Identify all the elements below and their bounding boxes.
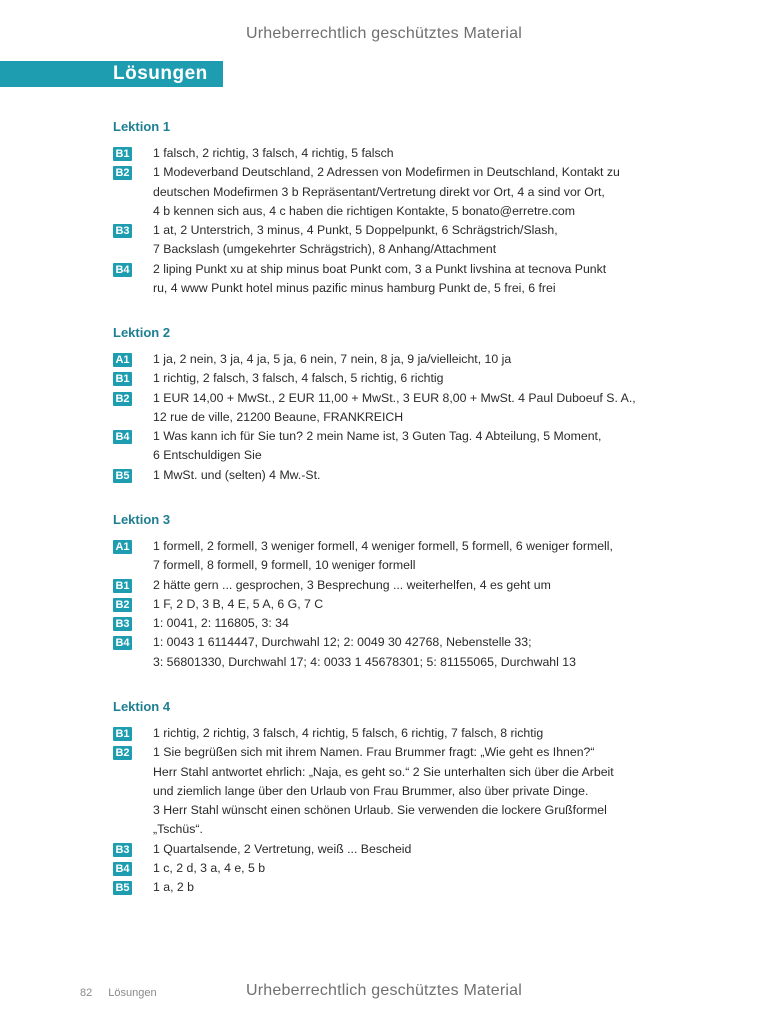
answer-line: „Tschüs“.: [153, 822, 203, 837]
answer-line: 1 Quartalsende, 2 Vertretung, weiß ... Bescheid: [153, 841, 412, 856]
exercise-badge: A1: [113, 540, 132, 554]
answer-row: [113, 537, 653, 576]
answer-line: 1 c, 2 d, 3 a, 4 e, 5 b: [153, 861, 266, 876]
page-title: Lösungen: [113, 63, 208, 84]
exercise-badge: B2: [113, 598, 132, 612]
exercise-badge: B2: [113, 392, 132, 406]
answer-line: 1 Modeverband Deutschland, 2 Adressen von Modefirmen in Deutschland, Kontakt zu: [153, 165, 620, 180]
exercise-badge: B1: [113, 727, 132, 741]
answer-line: 1 a, 2 b: [153, 880, 195, 895]
answer-row: [113, 840, 653, 859]
exercise-badge: B2: [113, 166, 132, 180]
answer-line: 1 richtig, 2 richtig, 3 falsch, 4 richtig, 5 falsch, 6 richtig, 7 falsch, 8 richtig: [153, 726, 544, 740]
exercise-badge: B3: [113, 617, 132, 631]
answer-row: [113, 369, 653, 388]
page-number: 82: [80, 987, 93, 999]
answer-line: 1: 0043 1 6114447, Durchwahl 12; 2: 0049 30 42768, Nebenstelle 33;: [153, 635, 532, 650]
exercise-badge: B2: [113, 746, 132, 760]
answer-row: [113, 163, 653, 221]
answer-line: 1 MwSt. und (selten) 4 Mw.-St.: [153, 467, 321, 482]
answer-line: 6 Entschuldigen Sie: [153, 448, 262, 463]
lesson-heading: Lektion 2: [113, 325, 171, 340]
answer-text: [153, 724, 653, 743]
answer-row: [113, 878, 653, 897]
answer-line: 2 liping Punkt xu at ship minus boat Punkt com, 3 a Punkt livshina at tecnova Punkt: [153, 261, 607, 276]
answer-line: 1 falsch, 2 richtig, 3 falsch, 4 richtig, 5 falsch: [153, 146, 394, 160]
answer-row: [113, 633, 653, 672]
answer-line: 1 EUR 14,00 + MwSt., 2 EUR 11,00 + MwSt., 3 EUR 8,00 + MwSt. 4 Paul Duboeuf S. A.,: [153, 390, 636, 405]
answer-text: [153, 576, 653, 595]
answer-line: 2 hätte gern ... gesprochen, 3 Besprechung ... weiterhelfen, 4 es geht um: [153, 577, 551, 592]
answer-line: ru, 4 www Punkt hotel minus pazific minus hamburg Punkt de, 5 frei, 6 frei: [153, 281, 556, 296]
answer-text: [153, 221, 653, 260]
exercise-badge: B1: [113, 579, 132, 593]
answer-text: [153, 260, 653, 299]
exercise-badge: B5: [113, 469, 132, 483]
answer-text: [153, 743, 653, 839]
answer-text: [153, 633, 653, 672]
answer-row: [113, 595, 653, 614]
exercise-badge: B4: [113, 263, 132, 277]
answer-text: [153, 389, 653, 428]
answer-row: [113, 859, 653, 878]
answer-text: [153, 537, 653, 576]
answer-line: 12 rue de ville, 21200 Beaune, FRANKREICH: [153, 409, 404, 424]
lesson-section: [113, 697, 653, 898]
answer-text: [153, 144, 653, 163]
answer-line: 1 formell, 2 formell, 3 weniger formell, 4 weniger formell, 5 formell, 6 weniger formell,: [153, 539, 613, 553]
answer-row: [113, 427, 653, 466]
answer-row: [113, 144, 653, 163]
answer-line: 7 formell, 8 formell, 9 formell, 10 weniger formell: [153, 558, 416, 573]
lesson-section: [113, 510, 653, 672]
answer-row: [113, 743, 653, 839]
answer-text: [153, 614, 653, 633]
answer-line: Herr Stahl antwortet ehrlich: „Naja, es geht so.“ 2 Sie unterhalten sich über die Arbeit: [153, 764, 614, 779]
exercise-badge: A1: [113, 353, 132, 367]
answer-row: [113, 260, 653, 299]
answer-line: 1: 0041, 2: 116805, 3: 34: [153, 616, 289, 631]
answer-row: [113, 724, 653, 743]
answer-text: [153, 427, 653, 466]
answer-line: 3: 56801330, Durchwahl 17; 4: 0033 1 45678301; 5: 81155065, Durchwahl 13: [153, 654, 576, 669]
answer-line: 1 Was kann ich für Sie tun? 2 mein Name ist, 3 Guten Tag. 4 Abteilung, 5 Moment,: [153, 429, 602, 444]
answer-text: [153, 840, 653, 859]
answer-text: [153, 163, 653, 221]
exercise-badge: B1: [113, 147, 132, 161]
exercise-badge: B1: [113, 372, 132, 386]
answer-text: [153, 878, 653, 897]
lesson-section: [113, 323, 653, 485]
answer-row: [113, 614, 653, 633]
answer-row: [113, 350, 653, 369]
lesson-heading: Lektion 1: [113, 119, 171, 134]
exercise-badge: B4: [113, 862, 132, 876]
exercise-badge: B4: [113, 430, 132, 444]
answer-text: [153, 595, 653, 614]
answer-text: [153, 369, 653, 388]
lesson-heading: Lektion 3: [113, 512, 171, 527]
answer-text: [153, 350, 653, 369]
answer-text: [153, 466, 653, 485]
answer-line: 1 F, 2 D, 3 B, 4 E, 5 A, 6 G, 7 C: [153, 596, 324, 611]
exercise-badge: B4: [113, 636, 132, 650]
answer-line: 1 Sie begrüßen sich mit ihrem Namen. Frau Brummer fragt: „Wie geht es Ihnen?“: [153, 745, 595, 760]
lesson-heading: Lektion 4: [113, 699, 171, 714]
exercise-badge: B3: [113, 843, 132, 857]
footer-section: Lösungen: [108, 987, 157, 999]
answer-row: [113, 221, 653, 260]
answer-text: [153, 859, 653, 878]
exercise-badge: B5: [113, 881, 132, 895]
answer-line: 7 Backslash (umgekehrter Schrägstrich), 8 Anhang/Attachment: [153, 242, 497, 257]
answer-line: und ziemlich lange über den Urlaub von Frau Brummer, also über private Dinge.: [153, 783, 589, 798]
answer-line: 3 Herr Stahl wünscht einen schönen Urlaub. Sie verwenden die lockere Grußformel: [153, 803, 607, 818]
watermark-bottom: Urheberrechtlich geschütztes Material: [246, 982, 522, 999]
exercise-badge: B3: [113, 224, 132, 238]
answer-line: 1 richtig, 2 falsch, 3 falsch, 4 falsch, 5 richtig, 6 richtig: [153, 371, 444, 386]
answer-row: [113, 466, 653, 485]
answer-row: [113, 389, 653, 428]
watermark-top: Urheberrechtlich geschütztes Material: [246, 25, 522, 42]
lesson-section: [113, 117, 653, 298]
answer-line: 4 b kennen sich aus, 4 c haben die richtigen Kontakte, 5 bonato@erretre.com: [153, 203, 575, 218]
answer-row: [113, 576, 653, 595]
answer-line: deutschen Modefirmen 3 b Repräsentant/Vertretung direkt vor Ort, 4 a sind vor Ort,: [153, 184, 605, 199]
answer-line: 1 ja, 2 nein, 3 ja, 4 ja, 5 ja, 6 nein, 7 nein, 8 ja, 9 ja/vielleicht, 10 ja: [153, 352, 512, 366]
answer-line: 1 at, 2 Unterstrich, 3 minus, 4 Punkt, 5 Doppelpunkt, 6 Schrägstrich/Slash,: [153, 223, 558, 238]
